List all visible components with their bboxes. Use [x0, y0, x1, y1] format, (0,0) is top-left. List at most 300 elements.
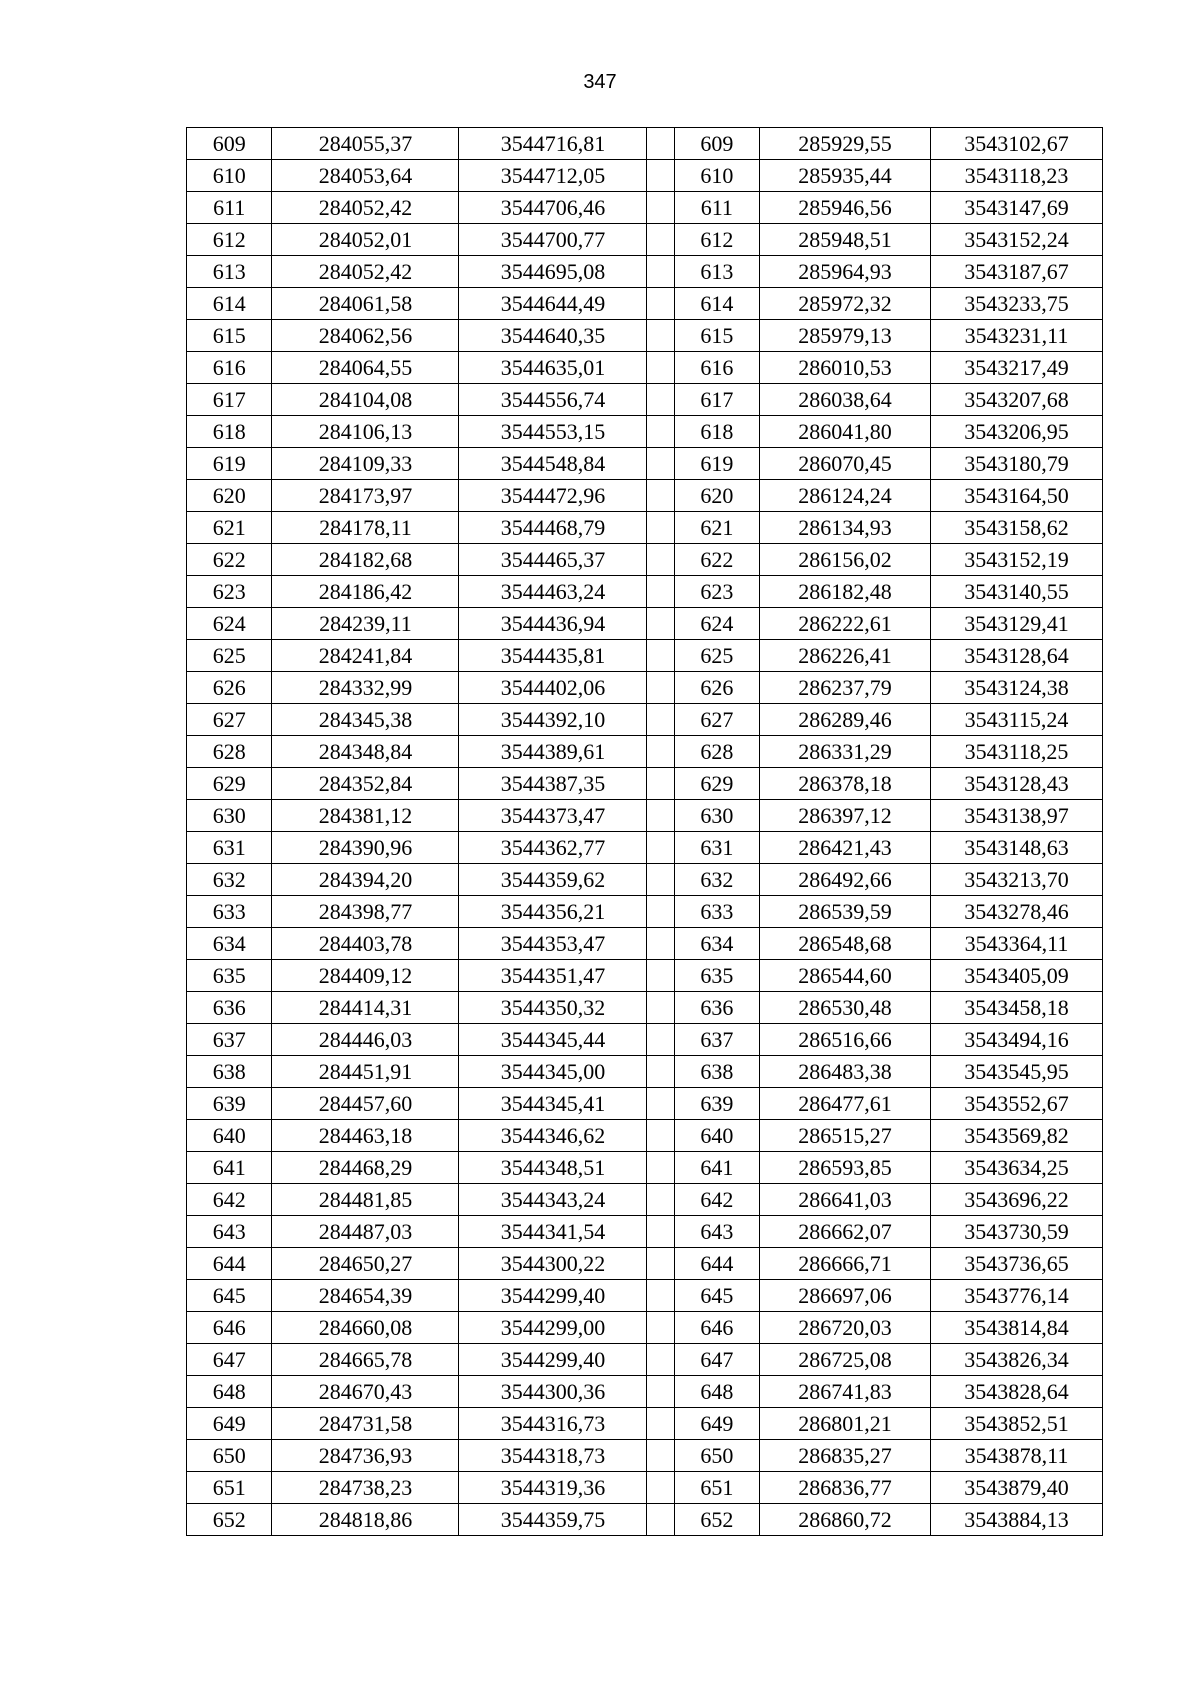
x-coordinate-left: 284457,60	[272, 1088, 459, 1120]
point-number-right: 620	[674, 480, 759, 512]
y-coordinate-right: 3543552,67	[931, 1088, 1103, 1120]
y-coordinate-left: 3544300,22	[459, 1248, 647, 1280]
y-coordinate-right: 3543852,51	[931, 1408, 1103, 1440]
y-coordinate-right: 3543138,97	[931, 800, 1103, 832]
x-coordinate-right: 286289,46	[760, 704, 931, 736]
x-coordinate-right: 286836,77	[760, 1472, 931, 1504]
x-coordinate-left: 284451,91	[272, 1056, 459, 1088]
x-coordinate-left: 284650,27	[272, 1248, 459, 1280]
separator-cell	[647, 128, 674, 160]
y-coordinate-right: 3543180,79	[931, 448, 1103, 480]
separator-cell	[647, 896, 674, 928]
point-number-right: 615	[674, 320, 759, 352]
y-coordinate-left: 3544716,81	[459, 128, 647, 160]
x-coordinate-left: 284409,12	[272, 960, 459, 992]
point-number-left: 645	[187, 1280, 272, 1312]
y-coordinate-left: 3544300,36	[459, 1376, 647, 1408]
point-number-right: 621	[674, 512, 759, 544]
point-number-right: 635	[674, 960, 759, 992]
separator-cell	[647, 1472, 674, 1504]
separator-cell	[647, 1216, 674, 1248]
y-coordinate-left: 3544316,73	[459, 1408, 647, 1440]
y-coordinate-right: 3543634,25	[931, 1152, 1103, 1184]
separator-cell	[647, 960, 674, 992]
x-coordinate-right: 286725,08	[760, 1344, 931, 1376]
y-coordinate-right: 3543828,64	[931, 1376, 1103, 1408]
separator-cell	[647, 544, 674, 576]
separator-cell	[647, 800, 674, 832]
x-coordinate-left: 284052,42	[272, 256, 459, 288]
y-coordinate-left: 3544318,73	[459, 1440, 647, 1472]
point-number-right: 629	[674, 768, 759, 800]
x-coordinate-left: 284468,29	[272, 1152, 459, 1184]
x-coordinate-right: 286593,85	[760, 1152, 931, 1184]
x-coordinate-right: 286530,48	[760, 992, 931, 1024]
x-coordinate-left: 284818,86	[272, 1504, 459, 1536]
y-coordinate-left: 3544341,54	[459, 1216, 647, 1248]
x-coordinate-right: 285979,13	[760, 320, 931, 352]
x-coordinate-right: 286222,61	[760, 608, 931, 640]
y-coordinate-left: 3544359,75	[459, 1504, 647, 1536]
y-coordinate-right: 3543147,69	[931, 192, 1103, 224]
point-number-right: 641	[674, 1152, 759, 1184]
y-coordinate-left: 3544556,74	[459, 384, 647, 416]
point-number-right: 611	[674, 192, 759, 224]
separator-cell	[647, 320, 674, 352]
point-number-left: 648	[187, 1376, 272, 1408]
y-coordinate-left: 3544299,40	[459, 1344, 647, 1376]
separator-cell	[647, 352, 674, 384]
y-coordinate-right: 3543217,49	[931, 352, 1103, 384]
separator-cell	[647, 640, 674, 672]
x-coordinate-right: 286539,59	[760, 896, 931, 928]
point-number-left: 642	[187, 1184, 272, 1216]
y-coordinate-left: 3544712,05	[459, 160, 647, 192]
y-coordinate-right: 3543696,22	[931, 1184, 1103, 1216]
separator-cell	[647, 256, 674, 288]
x-coordinate-left: 284738,23	[272, 1472, 459, 1504]
separator-cell	[647, 1184, 674, 1216]
y-coordinate-left: 3544695,08	[459, 256, 647, 288]
separator-cell	[647, 512, 674, 544]
point-number-right: 628	[674, 736, 759, 768]
point-number-right: 644	[674, 1248, 759, 1280]
x-coordinate-left: 284352,84	[272, 768, 459, 800]
separator-cell	[647, 1440, 674, 1472]
separator-cell	[647, 288, 674, 320]
x-coordinate-left: 284109,33	[272, 448, 459, 480]
point-number-left: 634	[187, 928, 272, 960]
table-row	[187, 544, 1103, 576]
point-number-left: 617	[187, 384, 272, 416]
separator-cell	[647, 1280, 674, 1312]
table-row	[187, 1216, 1103, 1248]
x-coordinate-right: 286860,72	[760, 1504, 931, 1536]
point-number-right: 624	[674, 608, 759, 640]
point-number-right: 614	[674, 288, 759, 320]
y-coordinate-right: 3543879,40	[931, 1472, 1103, 1504]
table-row	[187, 1344, 1103, 1376]
separator-cell	[647, 768, 674, 800]
y-coordinate-left: 3544463,24	[459, 576, 647, 608]
table-row	[187, 320, 1103, 352]
x-coordinate-left: 284186,42	[272, 576, 459, 608]
point-number-right: 638	[674, 1056, 759, 1088]
y-coordinate-left: 3544392,10	[459, 704, 647, 736]
y-coordinate-right: 3543405,09	[931, 960, 1103, 992]
x-coordinate-right: 286156,02	[760, 544, 931, 576]
y-coordinate-right: 3543814,84	[931, 1312, 1103, 1344]
separator-cell	[647, 192, 674, 224]
x-coordinate-left: 284381,12	[272, 800, 459, 832]
point-number-left: 639	[187, 1088, 272, 1120]
x-coordinate-right: 286070,45	[760, 448, 931, 480]
point-number-left: 625	[187, 640, 272, 672]
separator-cell	[647, 480, 674, 512]
point-number-right: 634	[674, 928, 759, 960]
separator-cell	[647, 160, 674, 192]
point-number-right: 626	[674, 672, 759, 704]
x-coordinate-left: 284173,97	[272, 480, 459, 512]
y-coordinate-left: 3544700,77	[459, 224, 647, 256]
table-row	[187, 256, 1103, 288]
separator-cell	[647, 608, 674, 640]
y-coordinate-right: 3543118,25	[931, 736, 1103, 768]
y-coordinate-left: 3544548,84	[459, 448, 647, 480]
x-coordinate-left: 284055,37	[272, 128, 459, 160]
y-coordinate-left: 3544468,79	[459, 512, 647, 544]
separator-cell	[647, 1024, 674, 1056]
x-coordinate-right: 286666,71	[760, 1248, 931, 1280]
x-coordinate-right: 286421,43	[760, 832, 931, 864]
table-row	[187, 1440, 1103, 1472]
separator-cell	[647, 1344, 674, 1376]
table-row	[187, 576, 1103, 608]
x-coordinate-left: 284053,64	[272, 160, 459, 192]
x-coordinate-right: 285948,51	[760, 224, 931, 256]
x-coordinate-right: 286237,79	[760, 672, 931, 704]
point-number-left: 630	[187, 800, 272, 832]
x-coordinate-left: 284403,78	[272, 928, 459, 960]
x-coordinate-right: 286041,80	[760, 416, 931, 448]
table-row	[187, 224, 1103, 256]
table-row	[187, 1280, 1103, 1312]
x-coordinate-right: 286662,07	[760, 1216, 931, 1248]
separator-cell	[647, 864, 674, 896]
y-coordinate-left: 3544362,77	[459, 832, 647, 864]
x-coordinate-right: 286483,38	[760, 1056, 931, 1088]
y-coordinate-left: 3544299,00	[459, 1312, 647, 1344]
x-coordinate-left: 284061,58	[272, 288, 459, 320]
point-number-right: 623	[674, 576, 759, 608]
coordinates-table-body	[187, 128, 1103, 1536]
y-coordinate-right: 3543148,63	[931, 832, 1103, 864]
y-coordinate-left: 3544435,81	[459, 640, 647, 672]
point-number-right: 609	[674, 128, 759, 160]
table-row	[187, 992, 1103, 1024]
y-coordinate-left: 3544345,00	[459, 1056, 647, 1088]
y-coordinate-right: 3543128,64	[931, 640, 1103, 672]
y-coordinate-right: 3543494,16	[931, 1024, 1103, 1056]
y-coordinate-right: 3543545,95	[931, 1056, 1103, 1088]
separator-cell	[647, 1312, 674, 1344]
x-coordinate-right: 285964,93	[760, 256, 931, 288]
table-row	[187, 384, 1103, 416]
table-row	[187, 352, 1103, 384]
y-coordinate-left: 3544706,46	[459, 192, 647, 224]
point-number-right: 612	[674, 224, 759, 256]
x-coordinate-right: 286010,53	[760, 352, 931, 384]
table-row	[187, 1472, 1103, 1504]
y-coordinate-left: 3544319,36	[459, 1472, 647, 1504]
y-coordinate-right: 3543736,65	[931, 1248, 1103, 1280]
point-number-right: 610	[674, 160, 759, 192]
x-coordinate-right: 286182,48	[760, 576, 931, 608]
point-number-right: 631	[674, 832, 759, 864]
y-coordinate-right: 3543164,50	[931, 480, 1103, 512]
x-coordinate-left: 284660,08	[272, 1312, 459, 1344]
table-row	[187, 1248, 1103, 1280]
point-number-left: 611	[187, 192, 272, 224]
y-coordinate-right: 3543730,59	[931, 1216, 1103, 1248]
x-coordinate-right: 286492,66	[760, 864, 931, 896]
separator-cell	[647, 736, 674, 768]
point-number-left: 644	[187, 1248, 272, 1280]
x-coordinate-right: 286331,29	[760, 736, 931, 768]
x-coordinate-right: 286801,21	[760, 1408, 931, 1440]
x-coordinate-right: 286477,61	[760, 1088, 931, 1120]
x-coordinate-left: 284241,84	[272, 640, 459, 672]
table-row	[187, 832, 1103, 864]
x-coordinate-left: 284446,03	[272, 1024, 459, 1056]
x-coordinate-left: 284665,78	[272, 1344, 459, 1376]
separator-cell	[647, 672, 674, 704]
y-coordinate-left: 3544343,24	[459, 1184, 647, 1216]
y-coordinate-left: 3544436,94	[459, 608, 647, 640]
point-number-right: 637	[674, 1024, 759, 1056]
y-coordinate-right: 3543124,38	[931, 672, 1103, 704]
x-coordinate-left: 284670,43	[272, 1376, 459, 1408]
point-number-left: 623	[187, 576, 272, 608]
separator-cell	[647, 1120, 674, 1152]
y-coordinate-right: 3543102,67	[931, 128, 1103, 160]
x-coordinate-left: 284178,11	[272, 512, 459, 544]
separator-cell	[647, 416, 674, 448]
point-number-left: 638	[187, 1056, 272, 1088]
y-coordinate-right: 3543140,55	[931, 576, 1103, 608]
y-coordinate-left: 3544356,21	[459, 896, 647, 928]
point-number-left: 633	[187, 896, 272, 928]
table-row	[187, 896, 1103, 928]
separator-cell	[647, 1088, 674, 1120]
y-coordinate-left: 3544373,47	[459, 800, 647, 832]
x-coordinate-right: 285935,44	[760, 160, 931, 192]
table-row	[187, 416, 1103, 448]
separator-cell	[647, 1248, 674, 1280]
x-coordinate-left: 284414,31	[272, 992, 459, 1024]
x-coordinate-right: 286641,03	[760, 1184, 931, 1216]
x-coordinate-left: 284654,39	[272, 1280, 459, 1312]
y-coordinate-left: 3544346,62	[459, 1120, 647, 1152]
point-number-right: 618	[674, 416, 759, 448]
point-number-right: 613	[674, 256, 759, 288]
point-number-left: 629	[187, 768, 272, 800]
point-number-left: 632	[187, 864, 272, 896]
x-coordinate-right: 286516,66	[760, 1024, 931, 1056]
table-row	[187, 928, 1103, 960]
y-coordinate-left: 3544553,15	[459, 416, 647, 448]
x-coordinate-right: 285929,55	[760, 128, 931, 160]
point-number-left: 613	[187, 256, 272, 288]
y-coordinate-left: 3544389,61	[459, 736, 647, 768]
point-number-left: 616	[187, 352, 272, 384]
point-number-left: 621	[187, 512, 272, 544]
y-coordinate-right: 3543152,19	[931, 544, 1103, 576]
table-row	[187, 672, 1103, 704]
point-number-left: 646	[187, 1312, 272, 1344]
table-row	[187, 1376, 1103, 1408]
separator-cell	[647, 576, 674, 608]
x-coordinate-right: 286697,06	[760, 1280, 931, 1312]
y-coordinate-right: 3543207,68	[931, 384, 1103, 416]
x-coordinate-left: 284487,03	[272, 1216, 459, 1248]
y-coordinate-right: 3543569,82	[931, 1120, 1103, 1152]
y-coordinate-left: 3544387,35	[459, 768, 647, 800]
point-number-right: 643	[674, 1216, 759, 1248]
point-number-right: 646	[674, 1312, 759, 1344]
point-number-right: 633	[674, 896, 759, 928]
y-coordinate-left: 3544465,37	[459, 544, 647, 576]
point-number-left: 620	[187, 480, 272, 512]
x-coordinate-right: 285972,32	[760, 288, 931, 320]
separator-cell	[647, 704, 674, 736]
point-number-right: 617	[674, 384, 759, 416]
separator-cell	[647, 384, 674, 416]
y-coordinate-left: 3544348,51	[459, 1152, 647, 1184]
y-coordinate-right: 3543213,70	[931, 864, 1103, 896]
point-number-left: 641	[187, 1152, 272, 1184]
table-row	[187, 288, 1103, 320]
table-row	[187, 704, 1103, 736]
y-coordinate-right: 3543158,62	[931, 512, 1103, 544]
table-row	[187, 1088, 1103, 1120]
table-row	[187, 1152, 1103, 1184]
point-number-left: 626	[187, 672, 272, 704]
y-coordinate-left: 3544359,62	[459, 864, 647, 896]
separator-cell	[647, 1408, 674, 1440]
x-coordinate-left: 284398,77	[272, 896, 459, 928]
point-number-left: 615	[187, 320, 272, 352]
x-coordinate-right: 285946,56	[760, 192, 931, 224]
point-number-right: 651	[674, 1472, 759, 1504]
table-row	[187, 160, 1103, 192]
y-coordinate-right: 3543115,24	[931, 704, 1103, 736]
separator-cell	[647, 928, 674, 960]
point-number-left: 637	[187, 1024, 272, 1056]
point-number-right: 639	[674, 1088, 759, 1120]
y-coordinate-right: 3543776,14	[931, 1280, 1103, 1312]
point-number-right: 642	[674, 1184, 759, 1216]
separator-cell	[647, 1504, 674, 1536]
point-number-right: 648	[674, 1376, 759, 1408]
x-coordinate-left: 284062,56	[272, 320, 459, 352]
table-row	[187, 608, 1103, 640]
y-coordinate-left: 3544345,41	[459, 1088, 647, 1120]
separator-cell	[647, 1152, 674, 1184]
y-coordinate-right: 3543278,46	[931, 896, 1103, 928]
point-number-right: 619	[674, 448, 759, 480]
y-coordinate-left: 3544402,06	[459, 672, 647, 704]
point-number-left: 631	[187, 832, 272, 864]
y-coordinate-left: 3544350,32	[459, 992, 647, 1024]
y-coordinate-left: 3544472,96	[459, 480, 647, 512]
table-row	[187, 800, 1103, 832]
x-coordinate-left: 284239,11	[272, 608, 459, 640]
table-row	[187, 1184, 1103, 1216]
point-number-left: 618	[187, 416, 272, 448]
coordinates-table	[186, 127, 1103, 1536]
separator-cell	[647, 832, 674, 864]
separator-cell	[647, 1376, 674, 1408]
y-coordinate-right: 3543118,23	[931, 160, 1103, 192]
point-number-right: 649	[674, 1408, 759, 1440]
y-coordinate-right: 3543826,34	[931, 1344, 1103, 1376]
y-coordinate-right: 3543152,24	[931, 224, 1103, 256]
y-coordinate-right: 3543364,11	[931, 928, 1103, 960]
separator-cell	[647, 992, 674, 1024]
table-row	[187, 960, 1103, 992]
page-number: 347	[583, 71, 617, 93]
x-coordinate-right: 286515,27	[760, 1120, 931, 1152]
x-coordinate-right: 286397,12	[760, 800, 931, 832]
point-number-left: 640	[187, 1120, 272, 1152]
point-number-left: 614	[187, 288, 272, 320]
y-coordinate-left: 3544635,01	[459, 352, 647, 384]
x-coordinate-left: 284106,13	[272, 416, 459, 448]
point-number-left: 609	[187, 128, 272, 160]
y-coordinate-left: 3544351,47	[459, 960, 647, 992]
point-number-left: 627	[187, 704, 272, 736]
x-coordinate-right: 286720,03	[760, 1312, 931, 1344]
x-coordinate-left: 284332,99	[272, 672, 459, 704]
point-number-right: 622	[674, 544, 759, 576]
x-coordinate-left: 284481,85	[272, 1184, 459, 1216]
y-coordinate-right: 3543884,13	[931, 1504, 1103, 1536]
point-number-left: 647	[187, 1344, 272, 1376]
point-number-right: 630	[674, 800, 759, 832]
table-row	[187, 480, 1103, 512]
x-coordinate-left: 284736,93	[272, 1440, 459, 1472]
point-number-right: 647	[674, 1344, 759, 1376]
table-row	[187, 1504, 1103, 1536]
y-coordinate-left: 3544640,35	[459, 320, 647, 352]
x-coordinate-left: 284390,96	[272, 832, 459, 864]
x-coordinate-left: 284182,68	[272, 544, 459, 576]
point-number-right: 636	[674, 992, 759, 1024]
x-coordinate-right: 286741,83	[760, 1376, 931, 1408]
y-coordinate-right: 3543129,41	[931, 608, 1103, 640]
point-number-right: 652	[674, 1504, 759, 1536]
point-number-left: 624	[187, 608, 272, 640]
point-number-right: 645	[674, 1280, 759, 1312]
separator-cell	[647, 448, 674, 480]
table-row	[187, 1056, 1103, 1088]
point-number-left: 619	[187, 448, 272, 480]
table-row	[187, 448, 1103, 480]
point-number-left: 643	[187, 1216, 272, 1248]
table-row	[187, 192, 1103, 224]
point-number-right: 632	[674, 864, 759, 896]
